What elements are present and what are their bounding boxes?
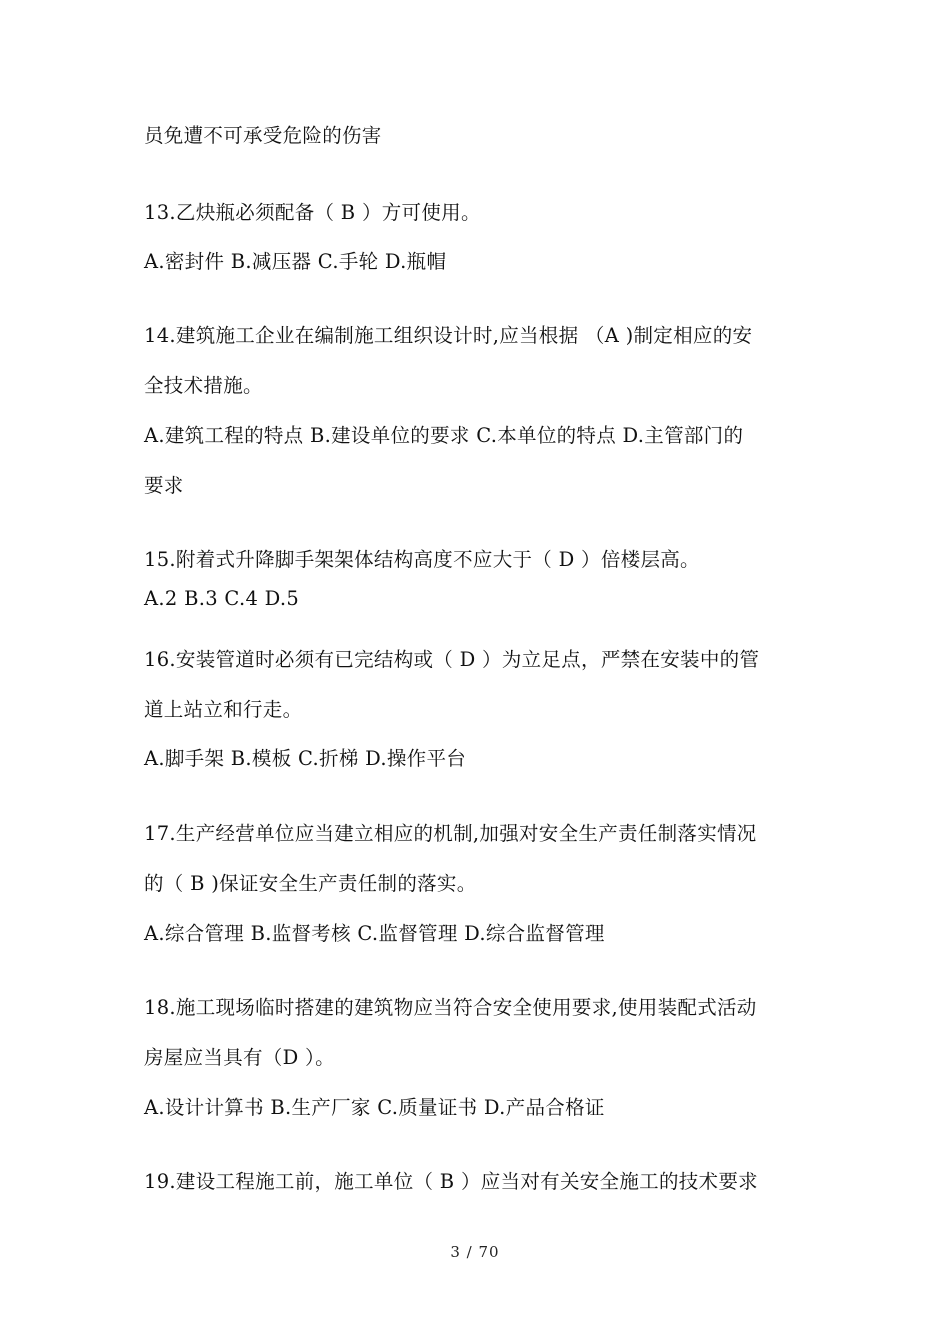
options-14-cont: 要求 xyxy=(144,474,184,497)
question-16: 16.安装管道时必须有已完结构或（ D ）为立足点，严禁在安装中的管 xyxy=(144,648,760,671)
question-14: 14.建筑施工企业在编制施工组织设计时,应当根据 （A )制定相应的安 xyxy=(144,324,753,347)
options-17: A.综合管理 B.监督考核 C.监督管理 D.综合监督管理 xyxy=(144,922,605,945)
options-13: A.密封件 B.减压器 C.手轮 D.瓶帽 xyxy=(144,250,447,273)
question-17: 17.生产经营单位应当建立相应的机制,加强对安全生产责任制落实情况 xyxy=(144,822,757,845)
options-16: A.脚手架 B.模板 C.折梯 D.操作平台 xyxy=(144,747,467,770)
question-18-cont: 房屋应当具有（D ）。 xyxy=(144,1046,335,1069)
page-number: 3 / 70 xyxy=(450,1243,500,1261)
question-14-cont: 全技术措施。 xyxy=(144,374,263,397)
question-15: 15.附着式升降脚手架架体结构高度不应大于（ D ）倍楼层高。 xyxy=(144,548,700,571)
question-13: 13.乙炔瓶必须配备（ B ）方可使用。 xyxy=(144,201,481,224)
question-16-cont: 道上站立和行走。 xyxy=(144,698,303,721)
question-19: 19.建设工程施工前，施工单位（ B ）应当对有关安全施工的技术要求 xyxy=(144,1170,758,1193)
question-17-cont: 的（ B )保证安全生产责任制的落实。 xyxy=(144,872,477,895)
options-15: A.2 B.3 C.4 D.5 xyxy=(144,587,300,610)
options-18: A.设计计算书 B.生产厂家 C.质量证书 D.产品合格证 xyxy=(144,1096,605,1119)
options-14: A.建筑工程的特点 B.建设单位的要求 C.本单位的特点 D.主管部门的 xyxy=(144,424,744,447)
text-line: 员免遭不可承受危险的伤害 xyxy=(144,124,382,147)
question-18: 18.施工现场临时搭建的建筑物应当符合安全使用要求,使用装配式活动 xyxy=(144,996,757,1019)
